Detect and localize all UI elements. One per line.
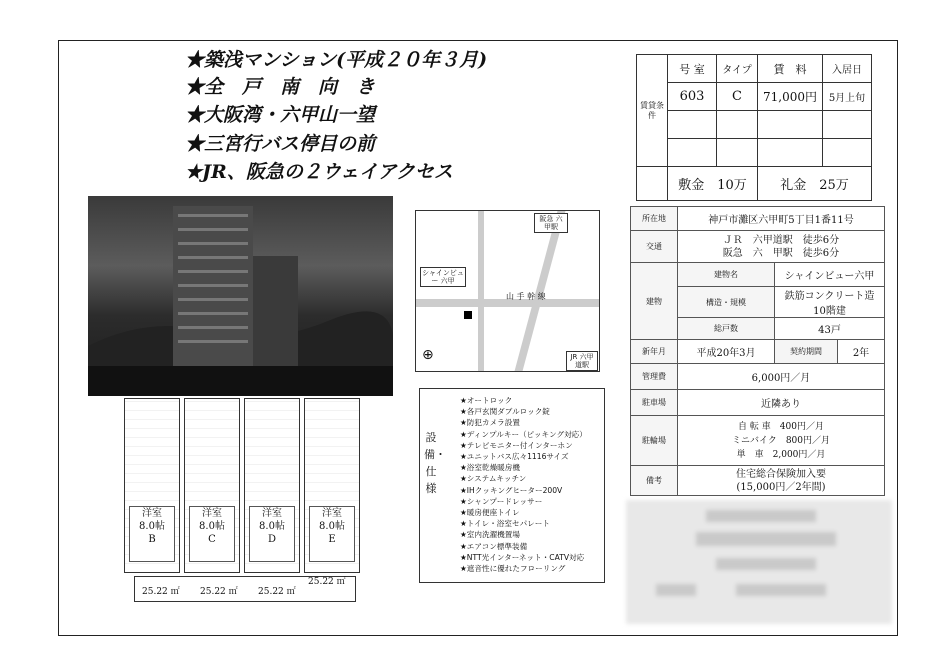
bike-row-motorcycle bbox=[680, 448, 882, 462]
equipment-item: ★防犯カメラ設置 bbox=[460, 418, 520, 428]
units-label: 総戸数 bbox=[678, 318, 775, 340]
redacted-line bbox=[656, 584, 696, 596]
location-value: 神戸市灘区六甲町5丁目1番11号 bbox=[678, 207, 885, 231]
equipment-item: ★各戸玄関ダブルロック錠 bbox=[460, 407, 550, 417]
rent-room: 603 bbox=[668, 83, 717, 111]
structure-value: 鉄筋コンクリート造 10階建 bbox=[775, 287, 885, 318]
transport-hankyu: 阪急 六 甲駅 徒歩6分 bbox=[722, 247, 840, 259]
headline-3: ★大阪湾・六甲山一望 bbox=[185, 104, 376, 126]
mgmt-value: 6,000円／月 bbox=[678, 364, 885, 390]
equipment-item: ★浴室乾燥暖房機 bbox=[460, 463, 520, 473]
bike-row-minibike bbox=[680, 434, 882, 448]
redacted-line bbox=[706, 510, 816, 522]
bike-motorcycle-label: 単 車 bbox=[736, 449, 764, 460]
property-info-table bbox=[630, 206, 885, 496]
rent-table bbox=[636, 54, 872, 201]
unit-c bbox=[184, 398, 240, 573]
equipment-item: ★室内洗濯機置場 bbox=[460, 530, 520, 540]
unit-b-room-label: 洋室 bbox=[142, 508, 162, 519]
unit-e-id: E bbox=[328, 534, 336, 545]
contract-label: 契約期間 bbox=[775, 340, 838, 364]
deposit-value: 10万 bbox=[717, 178, 747, 193]
headline-1: ★築浅マンション(平成２０年３月) bbox=[185, 49, 488, 71]
equipment-item: ★シャンプードレッサー bbox=[460, 496, 543, 506]
unit-d-size: 8.0帖 bbox=[259, 521, 285, 532]
unit-c-size: 8.0帖 bbox=[199, 521, 225, 532]
building-label: 建物 bbox=[631, 263, 678, 340]
transport-jr: ＪＲ 六甲道駅 徒歩6分 bbox=[722, 234, 840, 246]
floor-plan bbox=[120, 398, 360, 610]
compass-icon: ⊕ bbox=[422, 347, 434, 363]
building-photo bbox=[88, 196, 393, 396]
built-label: 新年月 bbox=[631, 340, 678, 364]
mgmt-label: 管理費 bbox=[631, 364, 678, 390]
headline-4: ★三宮行バス停目の前 bbox=[185, 133, 376, 155]
unit-d-room-label: 洋室 bbox=[262, 508, 282, 519]
map-label-jr: JR 六甲道駅 bbox=[566, 351, 598, 371]
note-insurance-cost: (15,000円／2年間) bbox=[736, 481, 826, 493]
rent-side-label: 賃貸条件 bbox=[637, 55, 668, 167]
rent-amount: 71,000円 bbox=[758, 83, 823, 111]
building-photo-drawing bbox=[88, 196, 393, 396]
building-name-label: 建物名 bbox=[678, 263, 775, 287]
structure-label: 構造・規模 bbox=[678, 287, 775, 318]
equipment-item: ★ディンプルキー（ピッキング対応） bbox=[460, 429, 587, 439]
bike-bicycle-value: 400円／月 bbox=[779, 421, 824, 432]
map-road-vertical-2 bbox=[478, 211, 484, 371]
redacted-line bbox=[736, 584, 826, 596]
map-label-building: シャインビュー 六甲 bbox=[420, 267, 466, 287]
headline-5: ★JR、阪急の２ウェイアクセス bbox=[185, 161, 453, 183]
map-label-hankyu: 阪急 六甲駅 bbox=[534, 213, 568, 233]
redacted-agency-info bbox=[626, 500, 892, 624]
equipment-item: ★ユニットバス広々1116サイズ bbox=[460, 452, 569, 462]
parking-value: 近隣あり bbox=[678, 390, 885, 416]
equipment-item: ★NTT光インターネット・CATV対応 bbox=[460, 552, 585, 562]
unit-b-size: 8.0帖 bbox=[139, 521, 165, 532]
rent-type: C bbox=[717, 83, 758, 111]
equipment-item: ★IHクッキングヒーター200V bbox=[460, 485, 563, 495]
redacted-line bbox=[716, 558, 816, 570]
parking-label: 駐車場 bbox=[631, 390, 678, 416]
unit-c-room bbox=[189, 506, 235, 562]
unit-b-id: B bbox=[148, 534, 156, 545]
contract-value: 2年 bbox=[838, 340, 885, 364]
bike-row-bicycle bbox=[680, 420, 882, 434]
unit-e-size: 8.0帖 bbox=[319, 521, 345, 532]
map-label-road: 山 手 幹 線 bbox=[506, 292, 546, 301]
building-name-value: シャインビュー六甲 bbox=[775, 263, 885, 287]
access-map bbox=[415, 210, 600, 372]
note-insurance: 住宅総合保険加入要 bbox=[736, 468, 826, 480]
deposit-cell bbox=[668, 167, 758, 201]
unit-d-room bbox=[249, 506, 295, 562]
unit-d bbox=[244, 398, 300, 573]
area-c: 25.22 ㎡ bbox=[200, 587, 238, 597]
note-label: 備考 bbox=[631, 466, 678, 496]
equipment-item: ★エアコン標準装備 bbox=[460, 541, 528, 551]
unit-b-room bbox=[129, 506, 175, 562]
bike-bicycle-label: 自 転 車 bbox=[738, 421, 771, 432]
key-money-value: 25万 bbox=[819, 178, 849, 193]
map-building-marker bbox=[464, 311, 472, 319]
equipment-list bbox=[460, 395, 587, 574]
rent-header-rent: 賃 料 bbox=[758, 55, 823, 83]
rent-header-type: タイプ bbox=[717, 55, 758, 83]
area-d: 25.22 ㎡ bbox=[258, 587, 296, 597]
deposit-label: 敷金 bbox=[678, 178, 705, 193]
rent-header-move-in: 入居日 bbox=[823, 55, 872, 83]
unit-e-room-label: 洋室 bbox=[322, 508, 342, 519]
key-money-cell bbox=[758, 167, 872, 201]
equipment-item: ★オートロック bbox=[460, 396, 513, 405]
unit-b bbox=[124, 398, 180, 573]
equipment-item: ★テレビモニター付インターホン bbox=[460, 440, 573, 450]
units-value: 43戸 bbox=[775, 318, 885, 340]
bike-minibike-label: ミニバイク bbox=[731, 435, 777, 446]
rent-header-room: 号 室 bbox=[668, 55, 717, 83]
equipment-item: ★システムキッチン bbox=[460, 474, 527, 484]
transport-value bbox=[678, 231, 885, 263]
unit-e bbox=[304, 398, 360, 573]
rent-move-in: 5月上旬 bbox=[823, 83, 872, 111]
unit-e-room bbox=[309, 506, 355, 562]
transport-label: 交通 bbox=[631, 231, 678, 263]
unit-c-id: C bbox=[208, 534, 216, 545]
built-value: 平成20年3月 bbox=[678, 340, 775, 364]
equipment-label: 設備・仕様 bbox=[424, 431, 446, 495]
headline-2: ★全 戸 南 向 き bbox=[185, 76, 376, 98]
area-b: 25.22 ㎡ bbox=[142, 587, 180, 597]
unit-c-room-label: 洋室 bbox=[202, 508, 222, 519]
equipment-item: ★暖房便座トイレ bbox=[460, 508, 520, 518]
equipment-item: ★遮音性に優れたフローリング bbox=[460, 564, 566, 574]
bike-values bbox=[678, 416, 885, 466]
equipment-item: ★トイレ・浴室セパレート bbox=[460, 519, 550, 529]
bike-motorcycle-value: 2,000円／月 bbox=[772, 449, 826, 460]
location-label: 所在地 bbox=[631, 207, 678, 231]
area-e: 25.22 ㎡ bbox=[308, 577, 346, 587]
note-value bbox=[678, 466, 885, 496]
bike-minibike-value: 800円／月 bbox=[785, 435, 831, 446]
bike-label: 駐輪場 bbox=[631, 416, 678, 466]
key-money-label: 礼金 bbox=[780, 178, 807, 193]
equipment-box bbox=[419, 388, 605, 583]
unit-d-id: D bbox=[267, 534, 277, 545]
redacted-line bbox=[696, 532, 836, 546]
